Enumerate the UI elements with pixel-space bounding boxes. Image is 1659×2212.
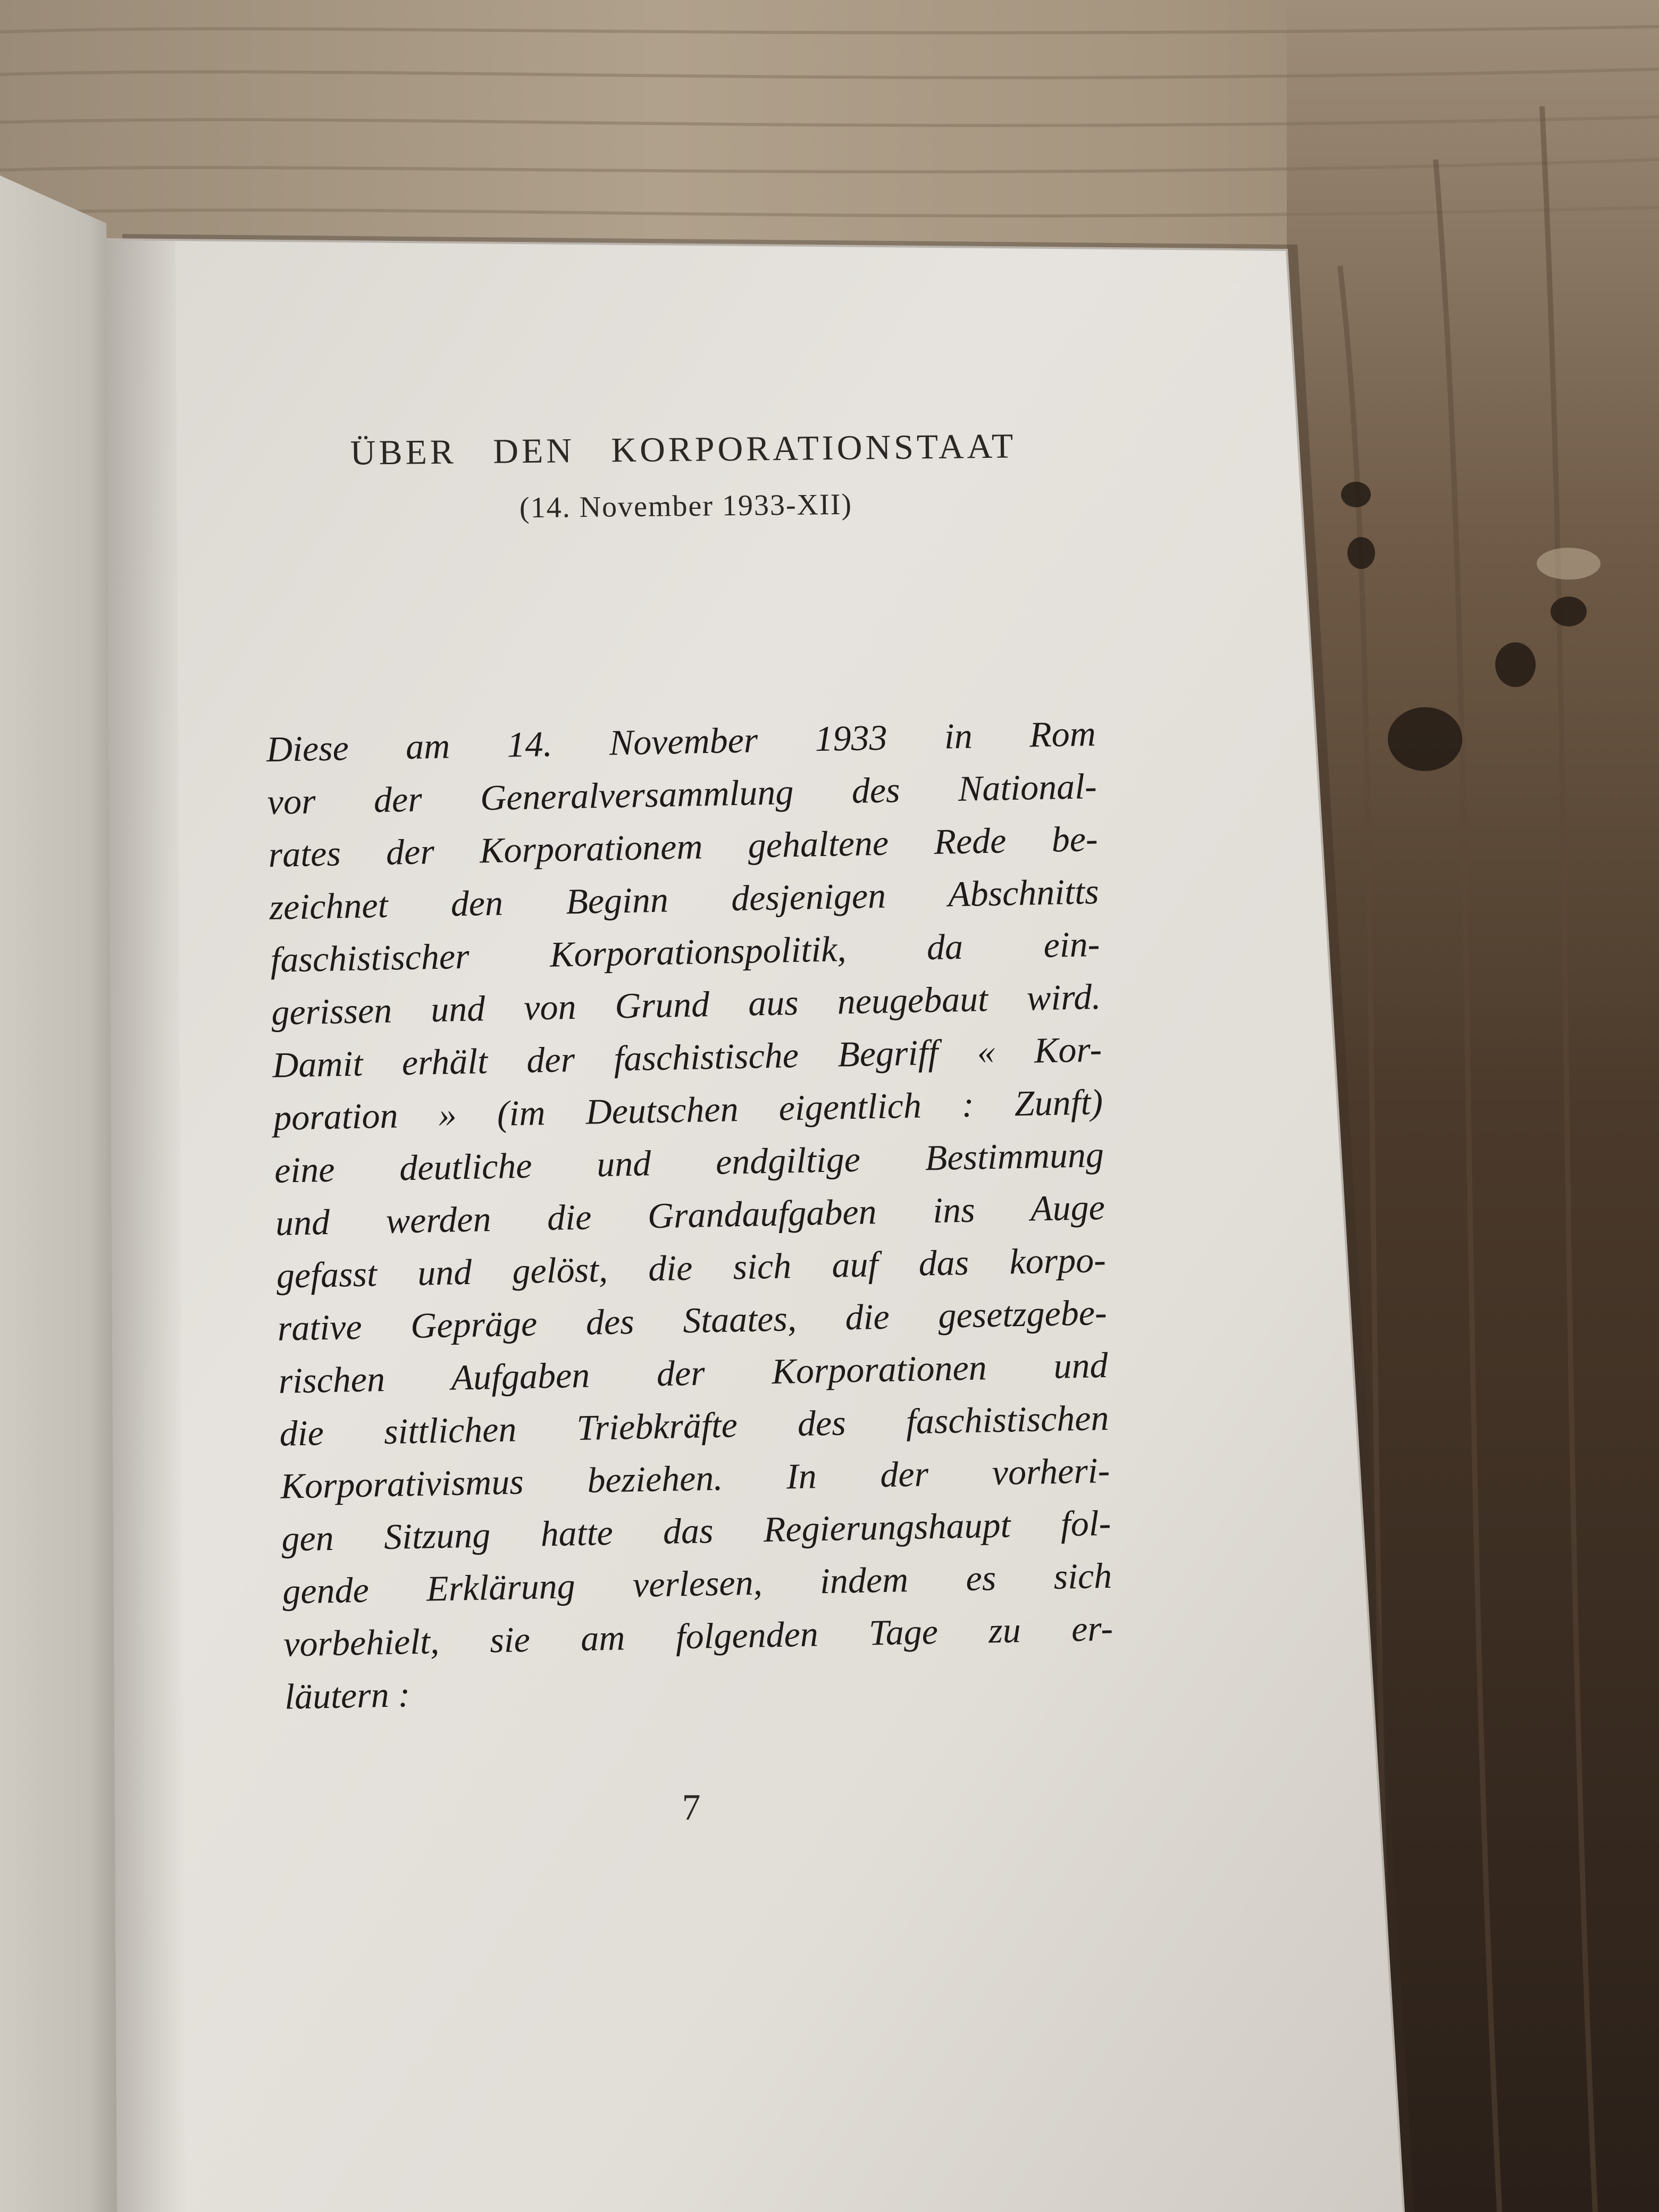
body-paragraph	[266, 707, 1115, 1723]
text-line: läutern :	[284, 1674, 410, 1717]
text-line: vor der Generalversammlung des National-	[267, 766, 1097, 822]
text-line: Diese am 14. November 1933 in Rom	[266, 713, 1096, 769]
text-line: gefasst und gelöst, die sich auf das korpo-	[276, 1239, 1107, 1296]
text-line: poration » (im Deutschen eigentlich : Zunft)	[273, 1081, 1103, 1138]
text-line: gende Erklärung verlesen, indem es sich	[282, 1555, 1112, 1612]
text-line: rative Gepräge des Staates, die gesetzgebe-	[277, 1292, 1108, 1348]
text-line: rischen Aufgaben der Korporationen und	[278, 1344, 1109, 1401]
text-line: faschistischer Korporationspolitik, da ein-	[270, 923, 1100, 980]
text-line: vorbehielt, sie am folgenden Tage zu er-	[283, 1607, 1113, 1664]
text-line: Korporativismus beziehen. In der vorheri-	[280, 1449, 1110, 1506]
text-line: eine deutliche und endgiltige Bestimmung	[274, 1134, 1104, 1191]
text-line: zeichnet den Beginn desjenigen Abschnitts	[269, 870, 1100, 927]
text-line: rates der Korporationem gehaltene Rede be-	[268, 818, 1099, 875]
text-line: und werden die Grandaufgaben ins Auge	[275, 1186, 1105, 1243]
chapter-heading: ÜBER DEN KORPORATIONSTAAT	[350, 426, 1017, 473]
text-line: gen Sitzung hatte das Regierungshaupt fol-	[281, 1502, 1111, 1559]
page-number: 7	[682, 1787, 701, 1828]
chapter-date: (14. November 1933-XII)	[519, 488, 853, 525]
text-line: Damit erhält der faschistische Begriff « Kor-	[272, 1028, 1102, 1085]
text-line: gerissen und von Grund aus neugebaut wird.	[271, 976, 1101, 1033]
text-line: die sittlichen Triebkräfte des faschistischen	[279, 1397, 1110, 1454]
